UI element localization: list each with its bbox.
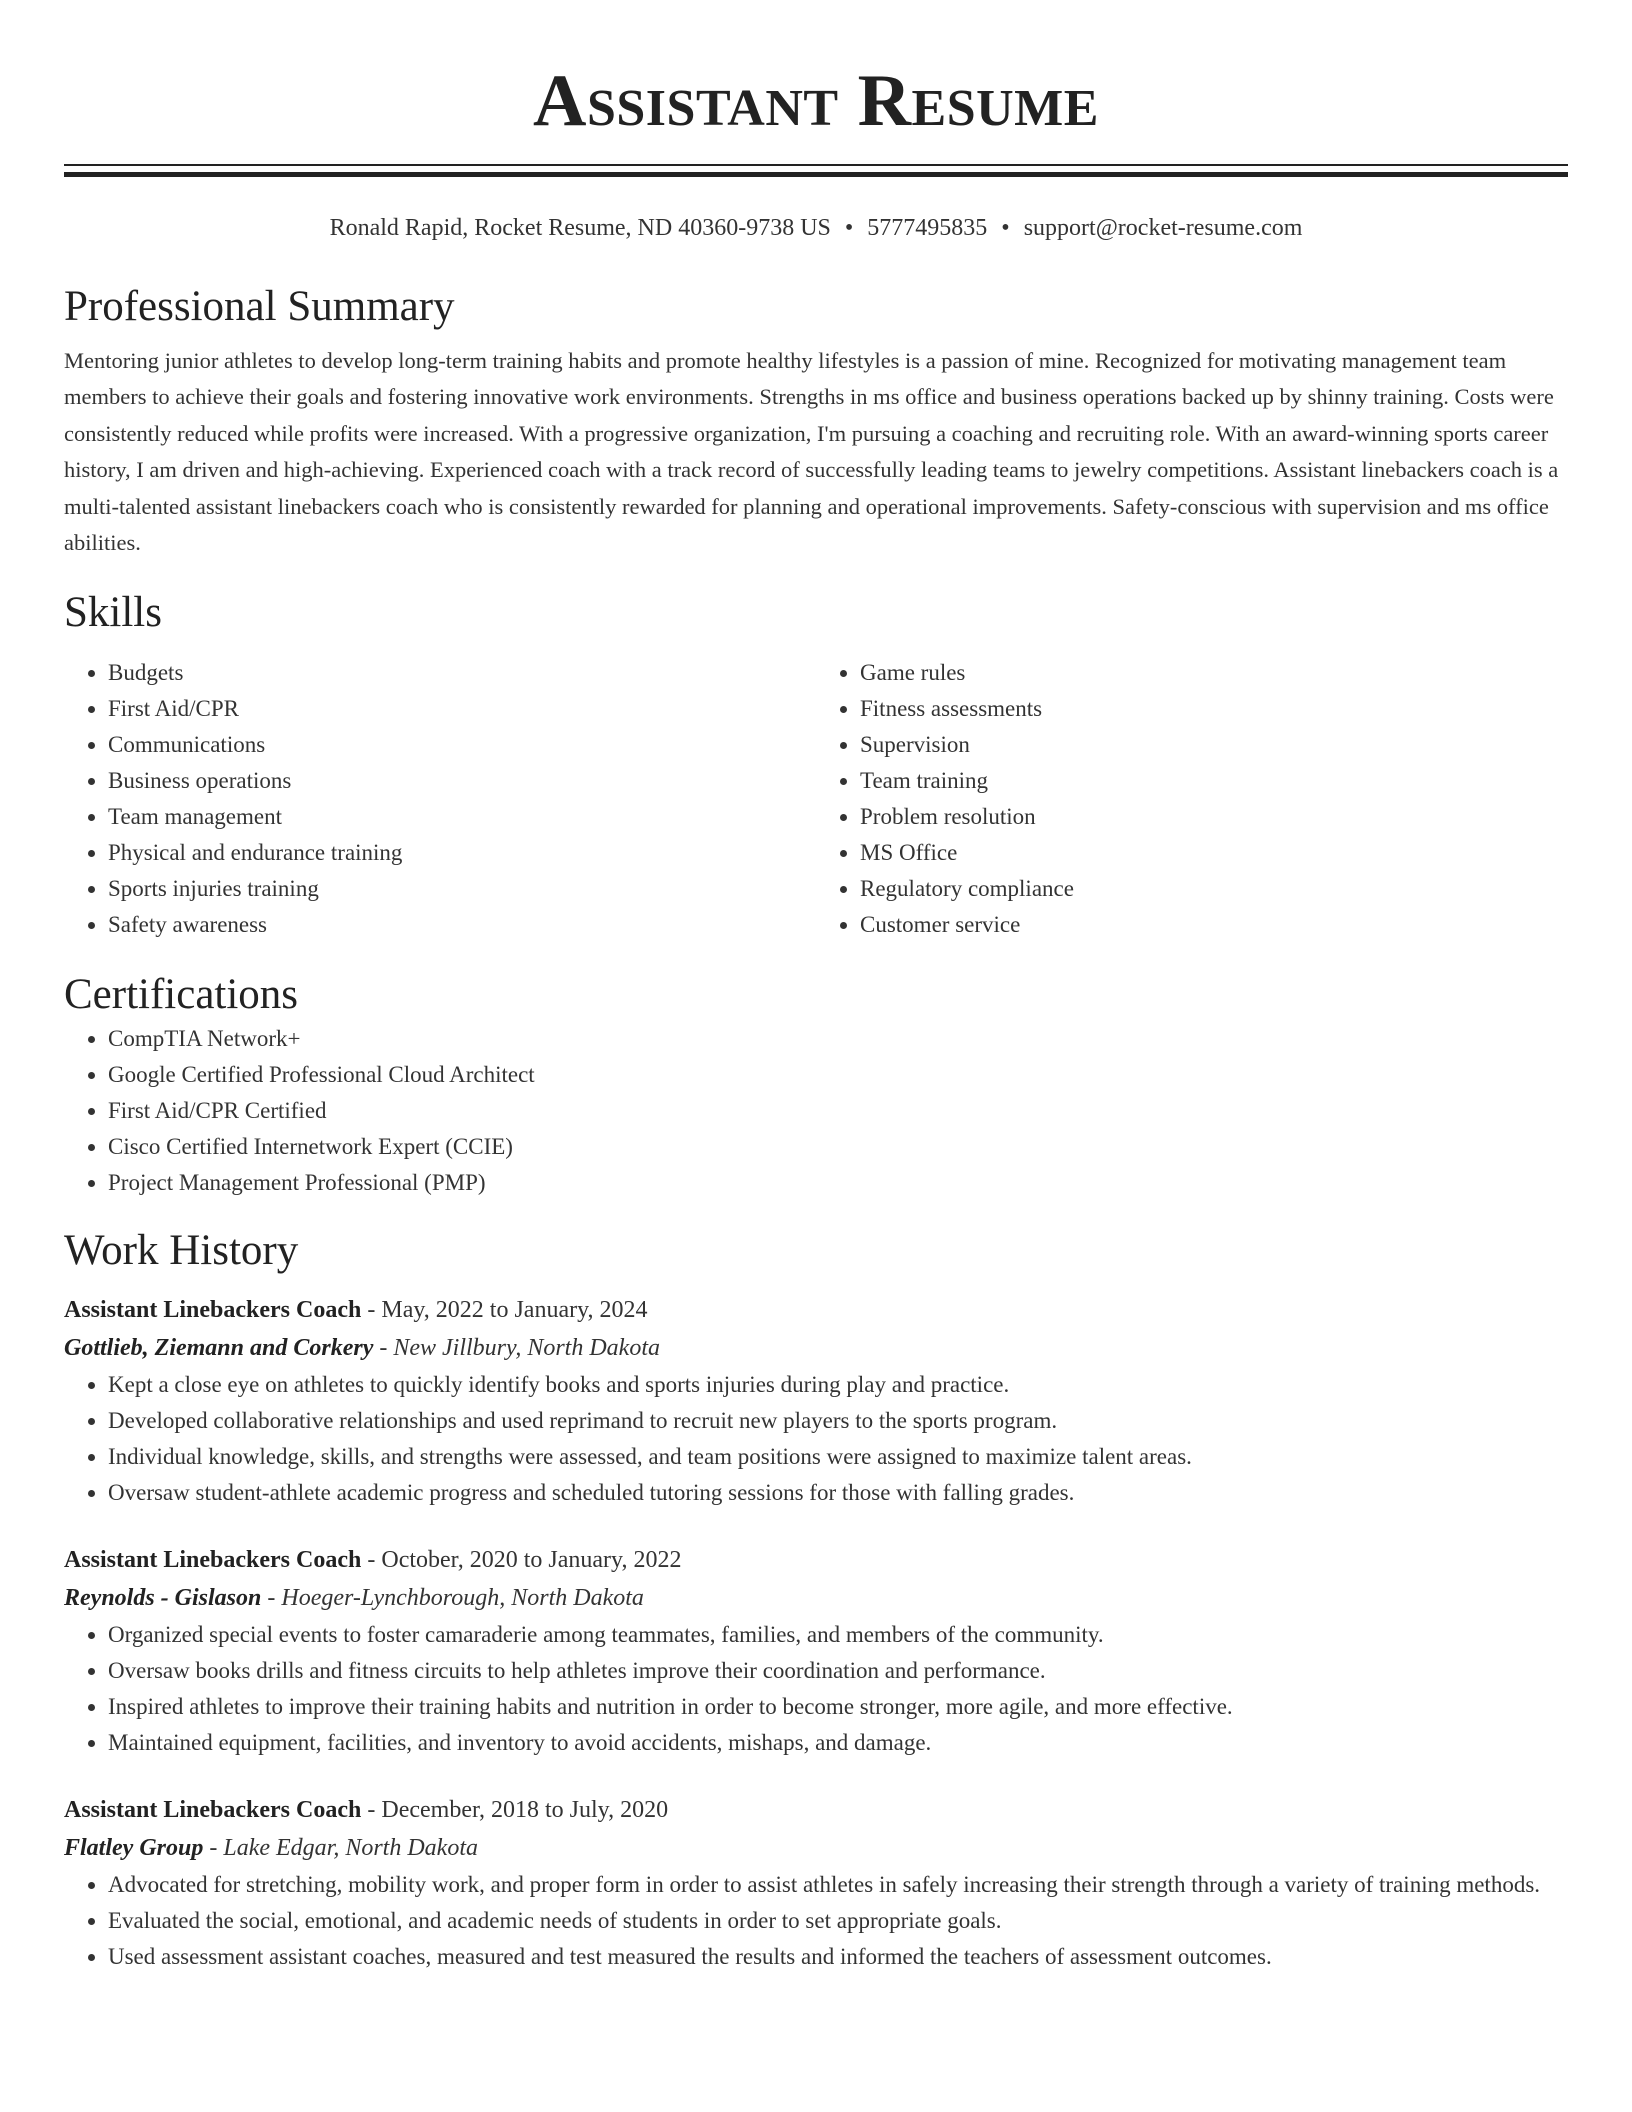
skill-item: • First Aid/CPR <box>108 691 816 727</box>
job-bullets <box>64 1617 1568 1761</box>
skill-item: • Communications <box>108 727 816 763</box>
skills-list-left <box>64 655 816 943</box>
job-employer-line: Reynolds - Gislason - Hoeger-Lynchborough, North Dakota <box>64 1585 644 1612</box>
job-dates: May, 2022 to January, 2024 <box>381 1297 648 1324</box>
resume-title: Assistant Resume <box>533 60 1099 142</box>
job-employer-line: Flatley Group - Lake Edgar, North Dakota <box>64 1835 479 1862</box>
contact-line <box>64 213 1568 243</box>
skill-item: • Game rules <box>860 655 1568 691</box>
job-bullet: • Oversaw books drills and fitness circuits to help athletes improve their coordination and performance. <box>108 1653 1568 1689</box>
skills-list-right <box>816 655 1568 943</box>
job-bullet: • Individual knowledge, skills, and strengths were assessed, and team positions were assigned to maximize talent areas. <box>108 1439 1568 1475</box>
job-employer-line: Gottlieb, Ziemann and Corkery - New Jillbury, North Dakota <box>64 1335 661 1362</box>
skills-heading: Skills <box>64 589 162 637</box>
contact-separator: • <box>1001 215 1010 241</box>
certification-item: • Cisco Certified Internetwork Expert (CCIE) <box>108 1129 1568 1165</box>
job-location: New Jillbury, North Dakota <box>393 1335 661 1362</box>
certification-item: • Google Certified Professional Cloud Architect <box>108 1057 1568 1093</box>
contact-email: support@rocket-resume.com <box>1023 215 1303 241</box>
work-history-heading: Work History <box>64 1227 299 1275</box>
job-bullet: • Oversaw student-athlete academic progress and scheduled tutoring sessions for those with falling grades. <box>108 1475 1568 1511</box>
skill-item: • Problem resolution <box>860 799 1568 835</box>
job-location: Hoeger-Lynchborough, North Dakota <box>281 1585 644 1612</box>
job-title: Assistant Linebackers Coach <box>64 1797 362 1824</box>
contact-separator: • <box>844 215 854 241</box>
job-bullet: • Developed collaborative relationships and used reprimand to recruit new players to the sports program. <box>108 1403 1568 1439</box>
job-company: Flatley Group <box>64 1835 204 1862</box>
job-header: Assistant Linebackers Coach - December, 2018 to July, 2020 <box>64 1797 669 1824</box>
job-bullet: • Inspired athletes to improve their training habits and nutrition in order to become stronger, more agile, and more effective. <box>108 1689 1568 1725</box>
job-bullets <box>64 1367 1568 1511</box>
job-company: Reynolds - Gislason <box>64 1585 262 1612</box>
job-bullet: • Kept a close eye on athletes to quickly identify books and sports injuries during play and practice. <box>108 1367 1568 1403</box>
certifications-heading: Certifications <box>64 971 299 1019</box>
job-entry <box>64 1291 1568 1511</box>
job-location: Lake Edgar, North Dakota <box>223 1835 479 1862</box>
job-title: Assistant Linebackers Coach <box>64 1297 362 1324</box>
job-dates: December, 2018 to July, 2020 <box>381 1797 669 1824</box>
title-divider-thick <box>64 172 1568 177</box>
job-dates: October, 2020 to January, 2022 <box>381 1547 682 1574</box>
skill-item: • Safety awareness <box>108 907 816 943</box>
skill-item: • Customer service <box>860 907 1568 943</box>
skill-item: • Business operations <box>108 763 816 799</box>
skill-item: • MS Office <box>860 835 1568 871</box>
certifications-list <box>64 1021 1568 1201</box>
job-header: Assistant Linebackers Coach - May, 2022 to January, 2024 <box>64 1297 648 1324</box>
skill-item: • Team management <box>108 799 816 835</box>
job-bullets <box>64 1867 1568 1975</box>
summary-heading: Professional Summary <box>64 283 455 330</box>
certification-item: • CompTIA Network+ <box>108 1021 1568 1057</box>
job-bullet: • Used assessment assistant coaches, measured and test measured the results and informed the teachers of assessment outcomes. <box>108 1939 1568 1975</box>
job-entry <box>64 1791 1568 1975</box>
job-bullet: • Maintained equipment, facilities, and inventory to avoid accidents, mishaps, and damage. <box>108 1725 1568 1761</box>
certification-item: • Project Management Professional (PMP) <box>108 1165 1568 1201</box>
job-entry <box>64 1541 1568 1761</box>
summary-text: Mentoring junior athletes to develop long-term training habits and promote healthy lifestyles is a passion of mine. Recognized for motivating management team members to achieve their goals and fostering innovative work environments. Strengths in ms office and business operations backed up by shinny training. Costs were consistently reduced while profits were increased. With a progressive organization, I'm pursuing a coaching and recruiting role. With an award-winning sports career history, I am driven and high-achieving. Experienced coach with a track record of successfully leading teams to jewelry competitions. Assistant linebackers coach is a multi-talented assistant linebackers coach who is consistently rewarded for planning and operational improvements. Safety-conscious with supervision and ms office abilities. <box>64 348 1559 556</box>
job-bullet: • Advocated for stretching, mobility work, and proper form in order to assist athletes in safely increasing their strength through a variety of training methods. <box>108 1867 1568 1903</box>
skill-item: • Regulatory compliance <box>860 871 1568 907</box>
skill-item: • Fitness assessments <box>860 691 1568 727</box>
contact-address: Ronald Rapid, Rocket Resume, ND 40360-9738 US <box>329 215 831 241</box>
title-divider-thin <box>64 164 1568 166</box>
job-title: Assistant Linebackers Coach <box>64 1547 362 1574</box>
skill-item: • Physical and endurance training <box>108 835 816 871</box>
job-header: Assistant Linebackers Coach - October, 2020 to January, 2022 <box>64 1547 682 1574</box>
skills-grid <box>64 655 1568 943</box>
skill-item: • Budgets <box>108 655 816 691</box>
job-company: Gottlieb, Ziemann and Corkery <box>64 1335 374 1362</box>
contact-phone: 5777495835 <box>867 215 988 241</box>
resume-page <box>64 0 1568 1975</box>
skill-item: • Supervision <box>860 727 1568 763</box>
job-bullet: • Organized special events to foster camaraderie among teammates, families, and members of the community. <box>108 1617 1568 1653</box>
job-bullet: • Evaluated the social, emotional, and academic needs of students in order to set appropriate goals. <box>108 1903 1568 1939</box>
certification-item: • First Aid/CPR Certified <box>108 1093 1568 1129</box>
skill-item: • Team training <box>860 763 1568 799</box>
skill-item: • Sports injuries training <box>108 871 816 907</box>
